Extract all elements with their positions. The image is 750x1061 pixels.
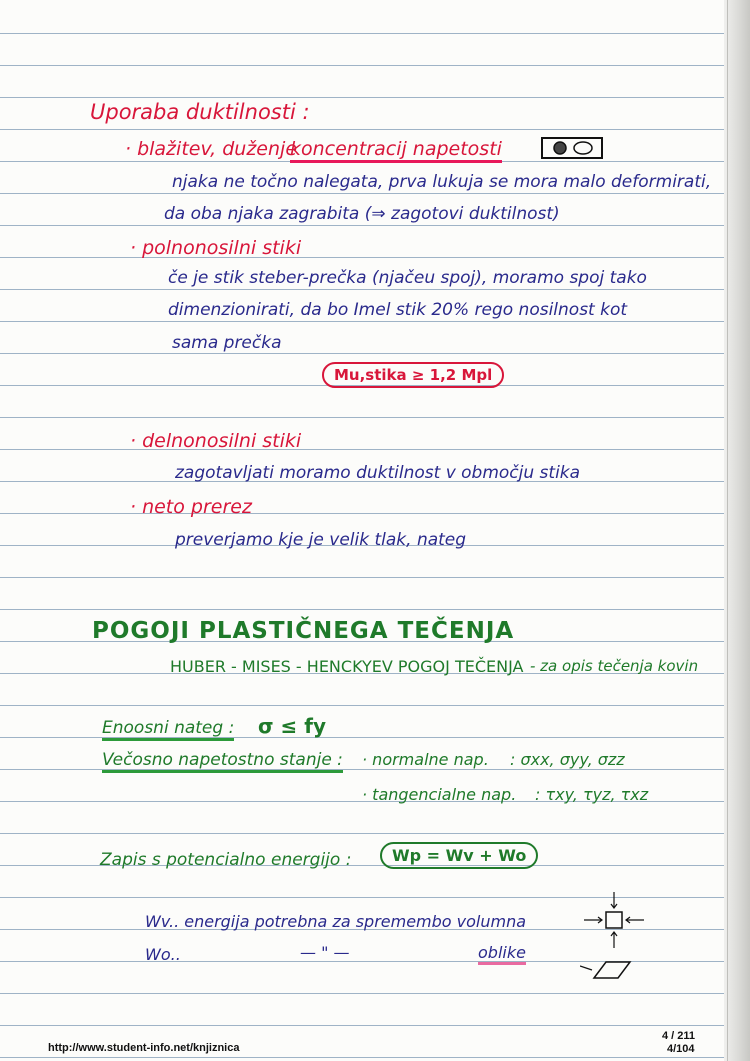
bullet-full-strength-joints: · polnonosilni stiki [130, 237, 302, 259]
bullet-damping: · blažitev, duženje [125, 138, 298, 160]
multiaxial-label: Večosno napetostno stanje : [102, 750, 343, 773]
energy-formula: Wp = Wv + Wo [380, 842, 538, 869]
energy-shape-line: Wo.. [145, 945, 181, 964]
shape-word: oblike [478, 943, 526, 965]
shear-stress-label: · tangencialne nap. [362, 785, 517, 804]
footer-url: http://www.student-info.net/knjiznica [48, 1042, 240, 1054]
subtitle-huber-mises: HUBER - MISES - HENCKYEV POGOJ TEČENJA [170, 657, 524, 676]
text-line-3a: zagotavljati moramo duktilnost v območju stika [175, 463, 581, 483]
text-line-4a: preverjamo kje je velik tlak, nateg [175, 530, 467, 550]
heading-plastic-flow: POGOJI PLASTIČNEGA TEČENJA [92, 618, 515, 644]
text-line-2c: sama prečka [172, 333, 282, 353]
deformation-sketch-icon [580, 890, 652, 990]
energy-label: Zapis s potencialno energijo : [100, 850, 352, 870]
normal-stress-label: · normalne nap. [362, 750, 489, 769]
binding-edge [727, 0, 728, 1061]
page-counter-total: 4 / 211 [662, 1030, 696, 1042]
bullet-net-section: · neto prerez [130, 496, 252, 518]
text-line-2b: dimenzionirati, da bo Imel stik 20% rego nosilnost kot [168, 300, 628, 320]
text-line-1a: njaka ne točno nalegata, prva lukuja se mora malo deformirati, [172, 172, 712, 192]
bolt-sketch-icon [540, 136, 606, 162]
text-line-2a: če je stik steber-prečka (njačeu spoj), moramo spoj tako [168, 268, 647, 288]
ditto-marks: — " — [300, 943, 350, 962]
text-line-1b: da oba njaka zagrabita (⇒ zagotovi duktilnost) [164, 204, 560, 224]
normal-stress-values: : σxx, σyy, σzz [510, 750, 625, 769]
page-counter-section: 4/104 [667, 1043, 695, 1055]
subtitle-note: - za opis tečenja kovin [530, 657, 699, 675]
formula-joint-moment: Mu,stika ≥ 1,2 Mpl [322, 362, 504, 388]
uniaxial-label: Enoosni nateg : [102, 718, 234, 741]
uniaxial-formula: σ ≤ fy [258, 714, 326, 738]
heading-ductility: Uporaba duktilnosti : [90, 100, 310, 124]
stress-concentration: koncentracij napetosti [290, 138, 502, 163]
bullet-partial-strength-joints: · delnonosilni stiki [130, 430, 302, 452]
energy-volume-line: Wv.. energija potrebna za spremembo volumna [145, 912, 527, 931]
shear-stress-values: : τxy, τyz, τxz [535, 785, 649, 804]
